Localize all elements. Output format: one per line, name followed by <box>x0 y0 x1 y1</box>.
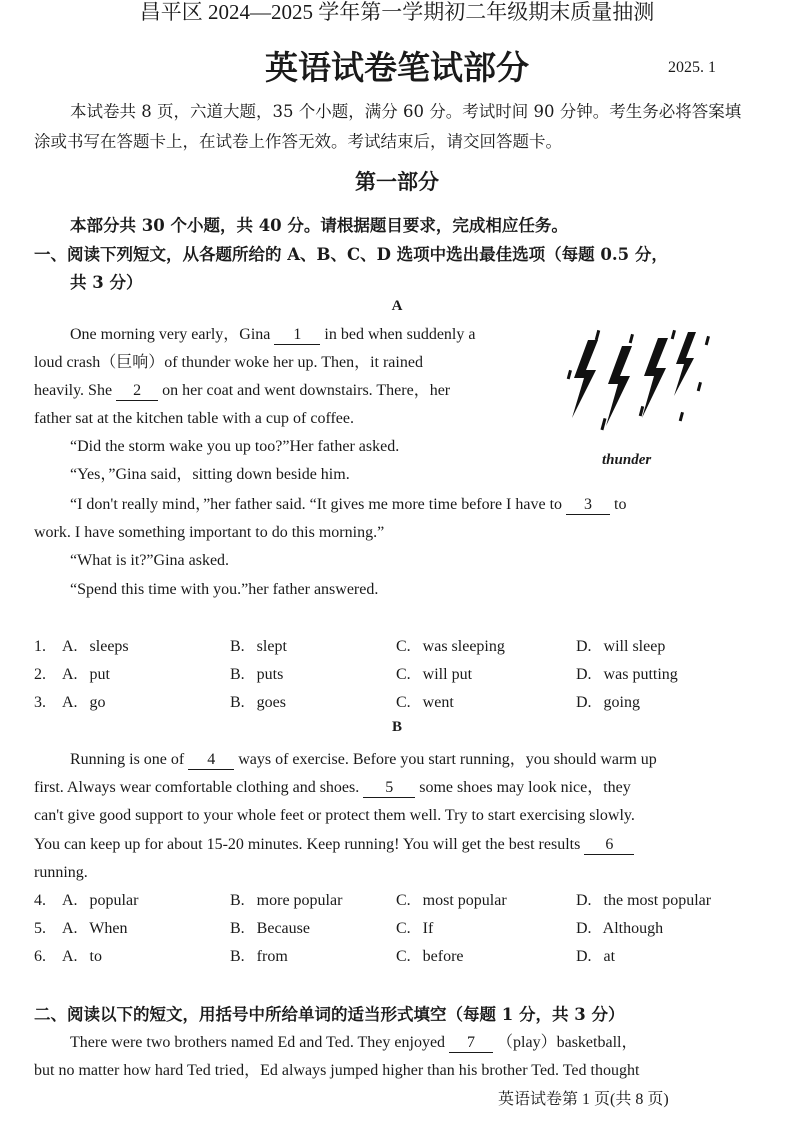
part-title: 第一部分 <box>355 169 439 194</box>
blank-3: 3 <box>566 496 610 515</box>
page-footer: 英语试卷第 1 页(共 8 页) <box>498 1091 669 1108</box>
section2-line: There were two brothers named Ed and Ted. They enjoyed 7 （play）basketball， <box>70 1034 638 1051</box>
blank-5: 5 <box>363 779 415 798</box>
section1-heading: 一、阅读下列短文，从各题所给的 A、B、C、D 选项中选出最佳选项（每题 0.5 分， <box>34 245 668 264</box>
section2-heading: 二、阅读以下的短文，用括号中所给单词的适当形式填空（每题 1 分，共 3 分） <box>34 1005 625 1024</box>
option-d: D. was putting <box>576 666 678 683</box>
passage-a-line: father sat at the kitchen table with a cup of coffee. <box>34 410 355 427</box>
option-b: B. Because <box>230 920 310 937</box>
question-number: 2. <box>34 666 46 683</box>
question-row <box>34 661 774 689</box>
option-d: D. the most popular <box>576 892 712 909</box>
exam-header: 昌平区 2024—2025 学年第一学期初二年级期末质量抽测 <box>139 0 655 24</box>
option-d: D. at <box>576 948 616 965</box>
question-row <box>34 915 774 943</box>
option-c: C. went <box>396 694 454 711</box>
option-b: B. goes <box>230 694 286 711</box>
option-c: C. will put <box>396 666 473 683</box>
question-number: 6. <box>34 948 46 965</box>
passage-b-label: B <box>391 719 402 735</box>
option-a: A. When <box>62 920 128 937</box>
passage-a-line: “Did the storm wake you up too?”Her father asked. <box>70 438 400 455</box>
exam-title: 英语试卷笔试部分 <box>265 48 529 87</box>
questions-a <box>34 633 774 717</box>
passage-a-line: One morning very early，Gina 1 in bed when suddenly a <box>70 326 476 343</box>
option-c: C. If <box>396 920 434 937</box>
option-d: D. will sleep <box>576 638 666 655</box>
section1-heading-cont: 共 3 分） <box>70 273 143 292</box>
passage-a-line: “Spend this time with you.”her father answered. <box>70 581 379 598</box>
option-c: C. before <box>396 948 464 965</box>
passage-b-line: You can keep up for about 15-20 minutes. Keep running! You will get the best results 6 <box>34 831 638 859</box>
option-b: B. from <box>230 948 288 965</box>
passage-a-line: “I don't really mind，”her father said. “It gives me more time before I have to 3 to <box>70 496 627 513</box>
option-c: C. was sleeping <box>396 638 505 655</box>
option-a: A. to <box>62 948 102 965</box>
thunder-icon <box>560 326 720 446</box>
question-number: 5. <box>34 920 46 937</box>
option-b: B. puts <box>230 666 284 683</box>
blank-2: 2 <box>116 382 158 401</box>
option-a: A. go <box>62 694 106 711</box>
section2-line: but no matter how hard Ted tried，Ed always jumped higher than his brother Ted. Ted thought <box>34 1062 640 1079</box>
image-caption: thunder <box>602 452 652 468</box>
exam-date: 2025. 1 <box>668 59 716 76</box>
question-row <box>34 887 774 915</box>
passage-b-line: Running is one of 4 ways of exercise. Before you start running，you should warm up <box>70 751 657 768</box>
option-a: A. popular <box>62 892 139 909</box>
option-d: D. going <box>576 694 640 711</box>
passage-a-line: loud crash（巨响）of thunder woke her up. Then，it rained <box>34 354 423 371</box>
option-d: D. Although <box>576 920 664 937</box>
option-c: C. most popular <box>396 892 507 909</box>
exam-instructions: 本试卷共 8 页，六道大题，35 个小题，满分 60 分。考试时间 90 分钟。考生务必将答案填涂或书写在答题卡上，在试卷上作答无效。考试结束后，请交回答题卡。 <box>34 102 742 151</box>
passage-b-line: running. <box>34 864 88 881</box>
question-number: 4. <box>34 892 46 909</box>
question-row <box>34 943 774 971</box>
option-b: B. slept <box>230 638 287 655</box>
questions-b <box>34 887 774 971</box>
passage-a-label: A <box>391 298 403 314</box>
option-b: B. more popular <box>230 892 343 909</box>
passage-a-line: “What is it?”Gina asked. <box>70 552 230 569</box>
passage-a-line: “Yes，”Gina said，sitting down beside him. <box>70 466 350 483</box>
passage-b-line: can't give good support to your whole feet or protect them well. Try to start exercising slowly. <box>34 807 635 824</box>
question-number: 3. <box>34 694 46 711</box>
part-note: 本部分共 30 个小题，共 40 分。请根据题目要求，完成相应任务。 <box>70 216 568 235</box>
question-row <box>34 689 774 717</box>
option-a: A. put <box>62 666 110 683</box>
blank-1: 1 <box>274 326 320 345</box>
blank-7: 7 <box>449 1034 493 1053</box>
passage-a-line: heavily. She 2 on her coat and went downstairs. There，her <box>34 382 451 399</box>
question-row <box>34 633 774 661</box>
blank-4: 4 <box>188 751 234 770</box>
blank-6: 6 <box>584 836 634 855</box>
question-number: 1. <box>34 638 46 655</box>
passage-a-line: work. I have something important to do this morning.” <box>34 524 385 541</box>
option-a: A. sleeps <box>62 638 129 655</box>
passage-b-line: first. Always wear comfortable clothing and shoes. 5 some shoes may look nice，they <box>34 779 631 796</box>
